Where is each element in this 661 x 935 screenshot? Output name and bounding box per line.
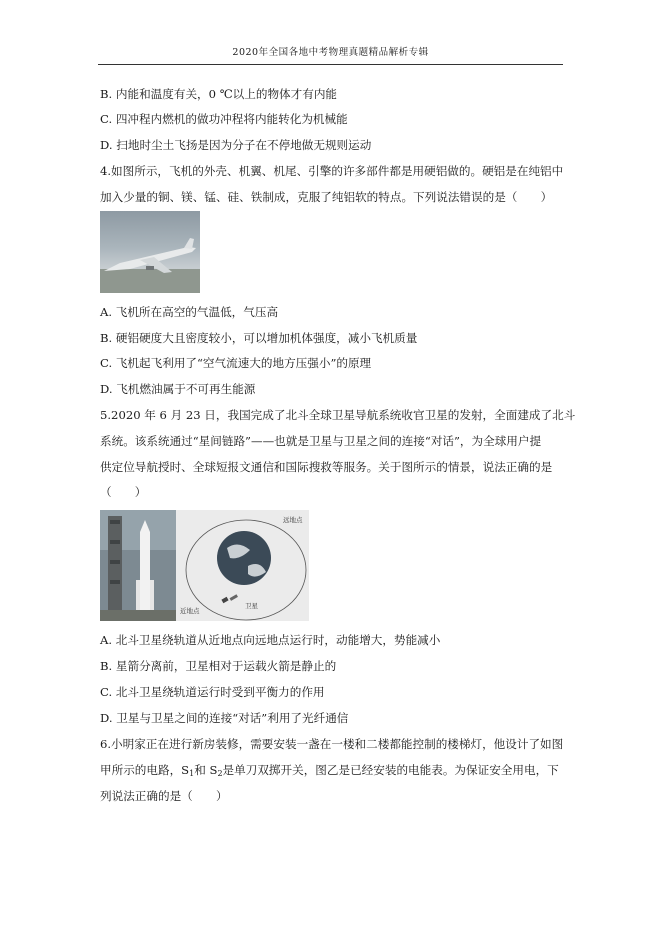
q5-option-a: A. 北斗卫星绕轨道从近地点向远地点运行时，动能增大，势能减小: [100, 633, 441, 647]
q4-option-d: D. 飞机燃油属于不可再生能源: [100, 382, 256, 396]
subscript-1: 1: [189, 769, 195, 778]
airplane-photo: [100, 211, 200, 293]
q4-option-c: C. 飞机起飞利用了“空气流速大的地方压强小”的原理: [100, 356, 372, 370]
page-header: 2020年全国各地中考物理真题精品解析专辑: [98, 44, 563, 65]
beidou-launch-figure: [100, 510, 309, 621]
q5-stem-line4: （ ）: [100, 485, 147, 499]
rocket-orbit-illustration: [100, 510, 309, 621]
q6-stem-line2: [100, 762, 559, 782]
q5-option-b: B. 星箭分离前，卫星相对于运载火箭是静止的: [100, 659, 337, 673]
q5-stem-line3: 供定位导航授时、全球短报文通信和国际搜救等服务。关于图所示的情景，说法正确的是: [100, 460, 553, 474]
q6-line2-pre: 甲所示的电路，S: [100, 763, 190, 777]
q6-line2-post: 是单刀双掷开关，图乙是已经安装的电能表。为保证安全用电，下: [222, 763, 559, 777]
q6-stem-line3: 列说法正确的是（ ）: [100, 789, 228, 803]
airplane-icon: [100, 211, 200, 293]
satellite-label: 卫星: [245, 602, 258, 610]
q5-option-d: D. 卫星与卫星之间的连接“对话”利用了光纤通信: [100, 711, 349, 725]
q5-option-c: C. 北斗卫星绕轨道运行时受到平衡力的作用: [100, 685, 325, 699]
q4-stem-line2: 加入少量的铜、镁、锰、硅、铁制成，克服了纯铝软的特点。下列说法错误的是（ ）: [100, 190, 553, 204]
q4-option-a: A. 飞机所在高空的气温低，气压高: [100, 305, 279, 319]
q6-stem-line1: 6.小明家正在进行新房装修，需要安装一盏在一楼和二楼都能控制的楼梯灯，他设计了如图: [100, 737, 564, 751]
q3-option-c: C. 四冲程内燃机的做功冲程将内能转化为机械能: [100, 112, 348, 126]
q3-option-b: B. 内能和温度有关，0 ℃以上的物体才有内能: [100, 87, 338, 101]
q3-option-d: D. 扫地时尘土飞扬是因为分子在不停地做无规则运动: [100, 138, 372, 152]
q4-option-b: B. 硬铝硬度大且密度较小，可以增加机体强度，减小飞机质量: [100, 331, 418, 345]
q5-stem-line1: 5.2020 年 6 月 23 日，我国完成了北斗全球卫星导航系统收官卫星的发射，全面建成了北斗: [100, 408, 576, 422]
subscript-2: 2: [217, 769, 223, 778]
q4-stem-line1: 4.如图所示，飞机的外壳、机翼、机尾、引擎的许多部件都是用硬铝做的。硬铝是在纯铝中: [100, 164, 564, 178]
q6-line2-mid: 和 S: [194, 763, 218, 777]
near-point-label: 近地点: [180, 607, 200, 615]
far-point-label: 远地点: [283, 516, 303, 524]
q5-stem-line2: 系统。该系统通过“星间链路”——也就是卫星与卫星之间的连接“对话”，为全球用户提: [100, 434, 542, 448]
